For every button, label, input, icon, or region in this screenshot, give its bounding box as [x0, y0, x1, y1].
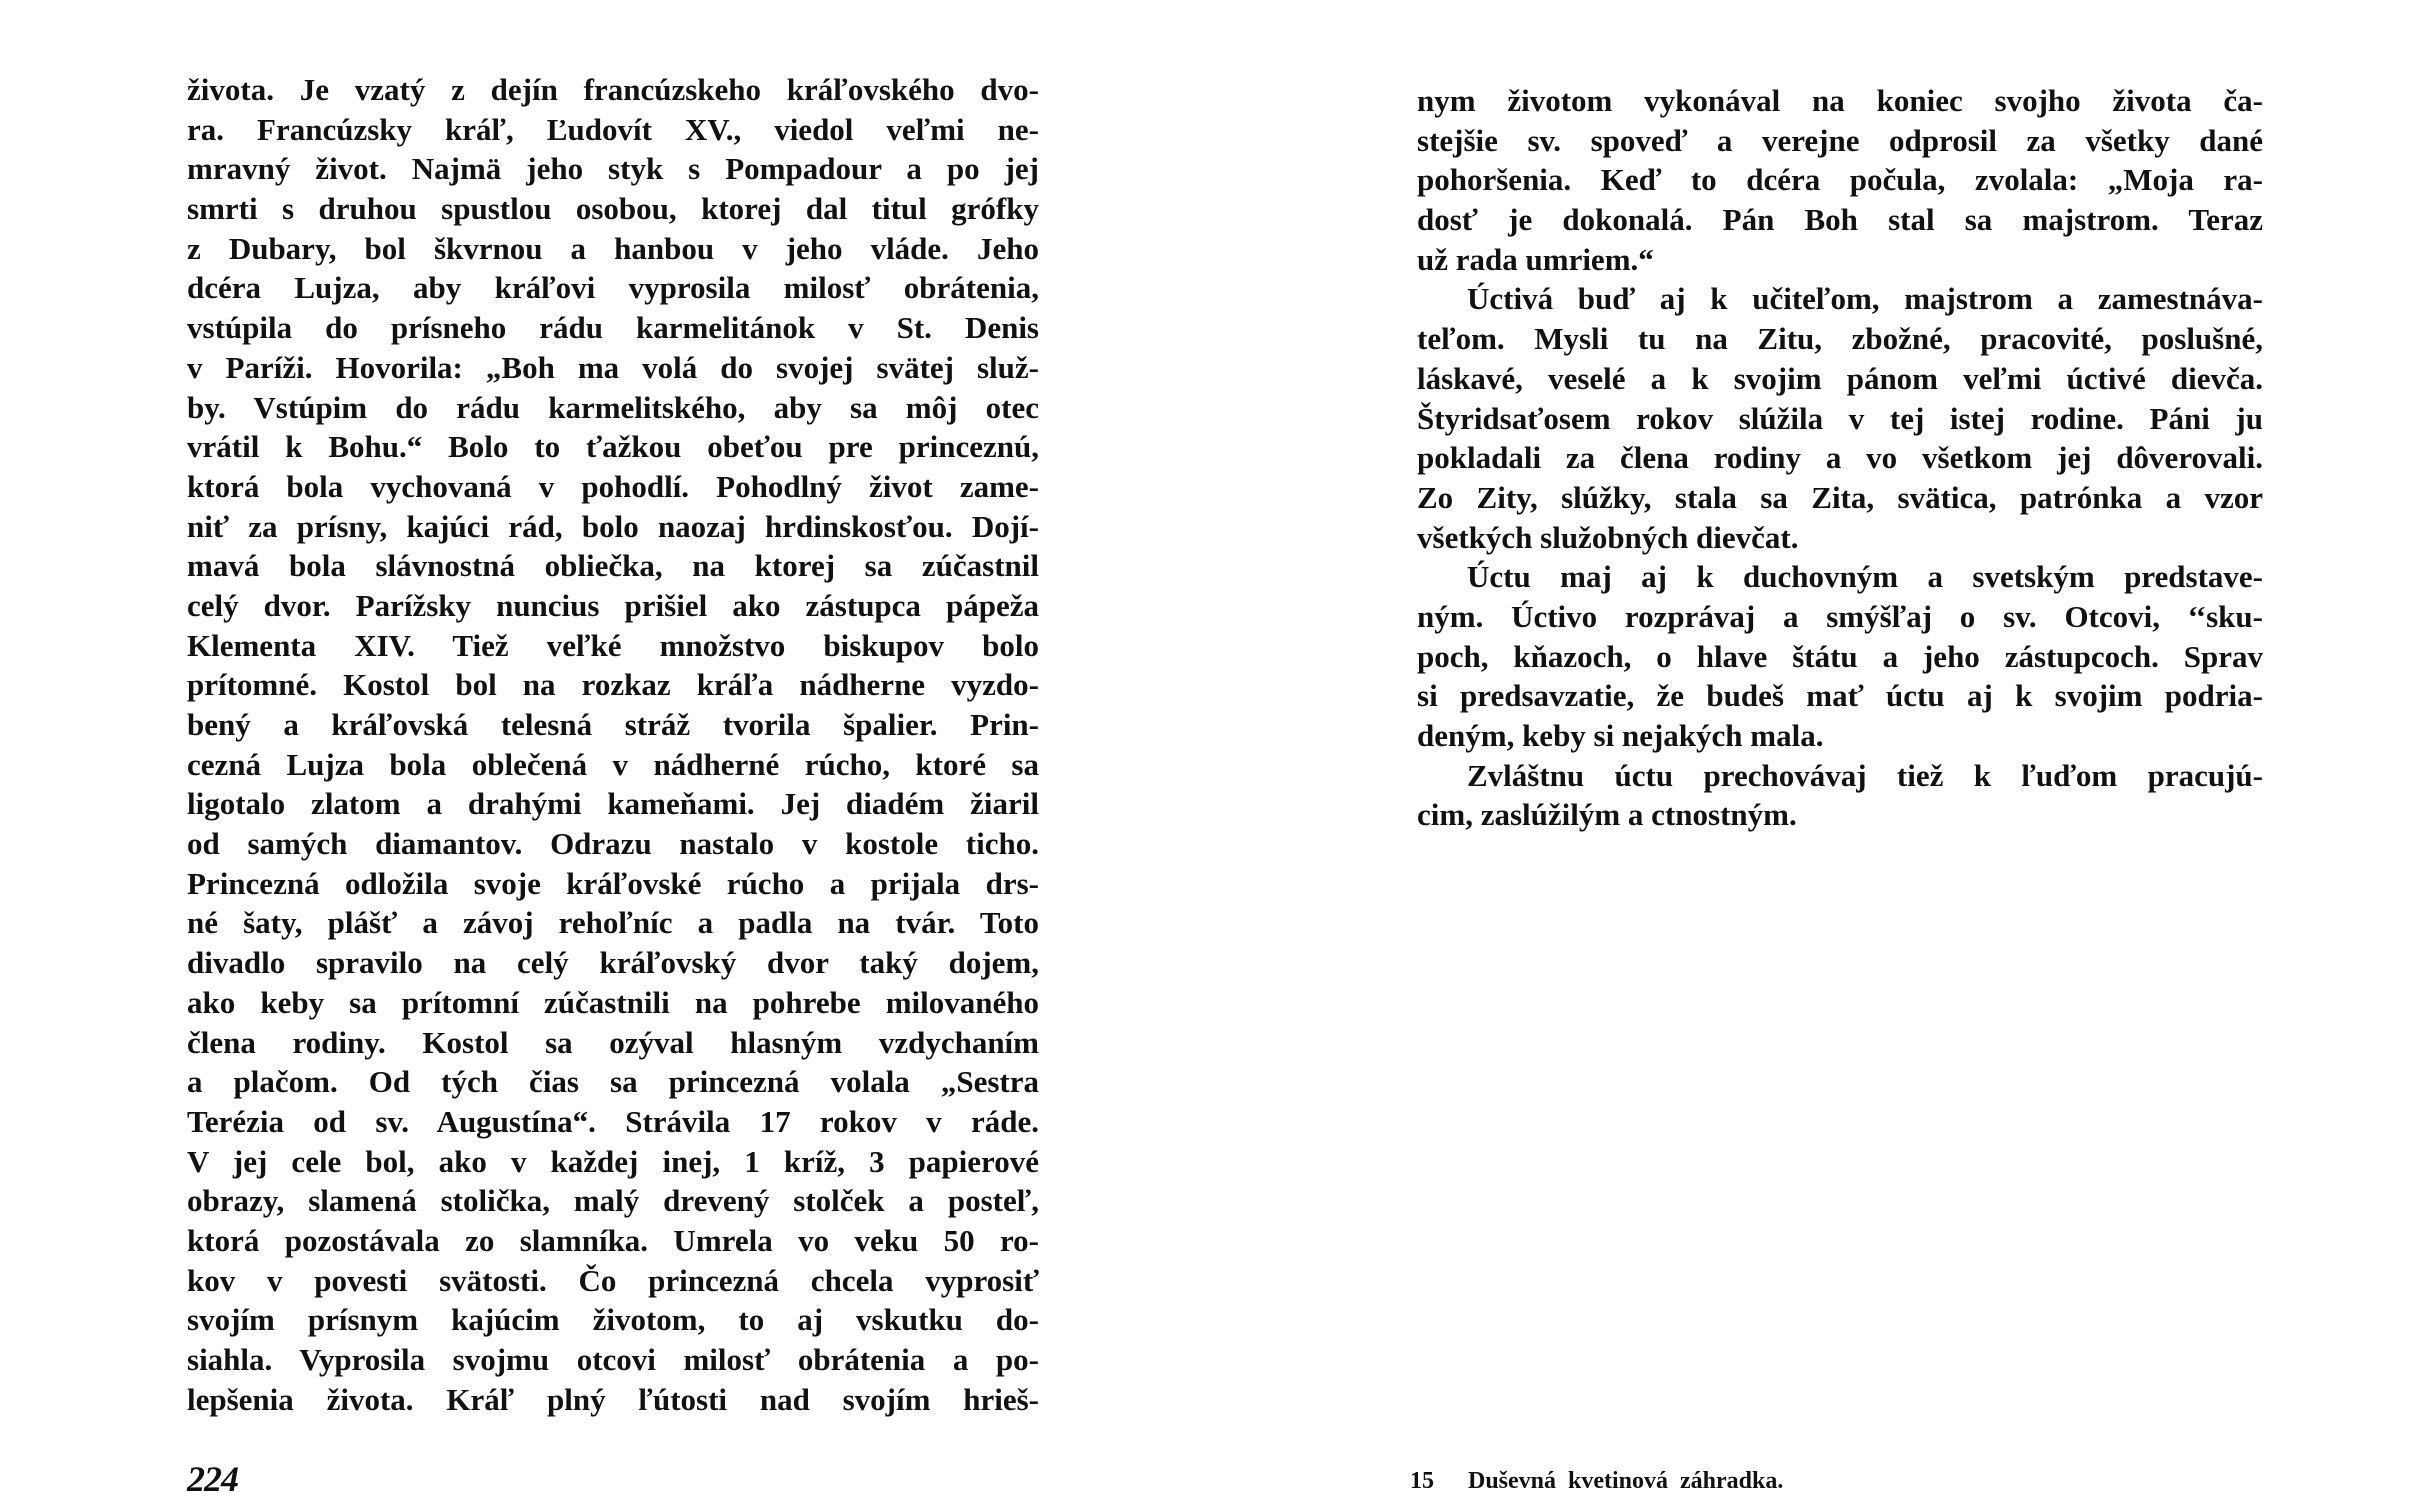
text-line: už rada umriem.“: [1417, 241, 1654, 277]
text-line: od samých diamantov. Odrazu nastalo v kostole ticho.: [187, 826, 1039, 862]
text-line: prítomné. Kostol bol na rozkaz kráľa nádherne vyzdo-: [187, 667, 1039, 703]
text-line: ako keby sa prítomní zúčastnili na pohrebe milovaného: [187, 984, 1039, 1020]
text-line: mavá bola slávnostná obliečka, na ktorej sa zúčastnil: [187, 548, 1039, 584]
text-line: smrti s druhou spustlou osobou, ktorej dal titul grófky: [187, 191, 1039, 227]
text-line: Princezná odložila svoje kráľovské rúcho a prijala drs-: [187, 865, 1039, 901]
text-line: poch, kňazoch, o hlave štátu a jeho zástupcoch. Sprav: [1417, 638, 2263, 674]
text-line: láskavé, veselé a k svojim pánom veľmi úctivé dievča.: [1417, 360, 2263, 396]
text-line: v Paríži. Hovorila: „Boh ma volá do svojej svätej služ-: [187, 349, 1039, 385]
text-line: všetkých služobných dievčat.: [1417, 519, 1799, 555]
text-line: Zo Zity, slúžky, stala sa Zita, svätica, patrónka a vzor: [1417, 479, 2263, 515]
paragraph: [1417, 557, 2263, 755]
text-line: bený a kráľovská telesná stráž tvorila špalier. Prin-: [187, 707, 1039, 742]
text-line: pohoršenia. Keď to dcéra počula, zvolala: „Moja ra-: [1417, 162, 2263, 198]
text-line: ktorá bola vychovaná v pohodlí. Pohodlný život zame-: [187, 468, 1039, 504]
text-line: života. Je vzatý z dejín francúzskeho kráľovského dvo-: [187, 72, 1039, 107]
text-line: nym životom vykonával na koniec svojho života ča-: [1417, 83, 2263, 118]
text-line: stejšie sv. spoveď a verejne odprosil za všetky dané: [1417, 122, 2263, 158]
text-line: teľom. Mysli tu na Zitu, zbožné, pracovité, poslušné,: [1417, 321, 2263, 357]
text-line: lepšenia života. Kráľ plný ľútosti nad svojím hrieš-: [187, 1381, 1039, 1417]
text-line: Klementa XIV. Tiež veľké množstvo biskupov bolo: [187, 627, 1039, 663]
page-number: 224: [187, 1459, 238, 1499]
paragraph: [1417, 81, 2263, 279]
text-line: vrátil k Bohu.“ Bolo to ťažkou obeťou pre princeznú,: [187, 429, 1039, 465]
right-page-text: [1417, 81, 2263, 835]
text-line: mravný život. Najmä jeho styk s Pompadour a po jej: [187, 151, 1039, 187]
paragraph: [1417, 279, 2263, 557]
text-line: deným, keby si nejakých mala.: [1417, 718, 1824, 753]
paragraph: [187, 70, 1039, 1419]
book-title: Duševná kvetinová záhradka.: [1468, 1468, 1784, 1494]
text-line: ligotalo zlatom a drahými kameňami. Jej diadém žiaril: [187, 786, 1039, 822]
text-line: vstúpila do prísneho rádu karmelitánok v St. Denis: [187, 310, 1039, 346]
text-line: si predsavzatie, že budeš mať úctu aj k svojim podria-: [1417, 678, 2263, 714]
text-line: obrazy, slamená stolička, malý drevený stolček a posteľ,: [187, 1183, 1039, 1219]
text-line: ným. Úctivo rozprávaj a smýšľaj o sv. Otcovi, ‘‘sku-: [1417, 598, 2263, 634]
text-line: né šaty, plášť a závoj rehoľníc a padla na tvár. Toto: [187, 905, 1039, 941]
page-footer: [1410, 1468, 1783, 1495]
text-line: dcéra Lujza, aby kráľovi vyprosila milosť obrátenia,: [187, 270, 1039, 306]
text-line: dosť je dokonalá. Pán Boh stal sa majstrom. Teraz: [1417, 202, 2263, 238]
text-line: ra. Francúzsky kráľ, Ľudovít XV., viedol veľmi ne-: [187, 111, 1039, 147]
signature-mark: 15: [1410, 1468, 1434, 1494]
text-line: pokladali za člena rodiny a vo všetkom jej dôverovali.: [1417, 440, 2263, 476]
text-line: niť za prísny, kajúci rád, bolo naozaj hrdinskosťou. Dojí-: [187, 508, 1039, 544]
text-line: Zvláštnu úctu prechovávaj tiež k ľuďom pracujú-: [1467, 757, 2263, 793]
text-line: celý dvor. Parížsky nuncius prišiel ako zástupca pápeža: [187, 587, 1039, 623]
text-line: ktorá pozostávala zo slamníka. Umrela vo veku 50 ro-: [187, 1222, 1039, 1258]
text-line: kov v povesti svätosti. Čo princezná chcela vyprosiť: [187, 1262, 1039, 1298]
text-line: cezná Lujza bola oblečená v nádherné rúcho, ktoré sa: [187, 746, 1039, 782]
paragraph: [1417, 756, 2263, 835]
text-line: Úctu maj aj k duchovným a svetským predstave-: [1467, 559, 2263, 595]
text-line: Úctivá buď aj k učiteľom, majstrom a zamestnáva-: [1467, 281, 2263, 317]
text-line: Štyridsaťosem rokov slúžila v tej istej rodine. Páni ju: [1417, 400, 2263, 436]
text-line: V jej cele bol, ako v každej inej, 1 kríž, 3 papierové: [187, 1143, 1039, 1179]
text-line: a plačom. Od tých čias sa princezná volala „Sestra: [187, 1064, 1039, 1100]
text-line: by. Vstúpim do rádu karmelitského, aby sa môj otec: [187, 389, 1039, 425]
text-line: z Dubary, bol škvrnou a hanbou v jeho vláde. Jeho: [187, 230, 1039, 266]
text-line: cim, zaslúžilým a ctnostným.: [1417, 797, 1797, 833]
text-line: Terézia od sv. Augustína“. Strávila 17 rokov v ráde.: [187, 1103, 1039, 1139]
text-line: siahla. Vyprosila svojmu otcovi milosť obrátenia a po-: [187, 1342, 1039, 1377]
text-line: člena rodiny. Kostol sa ozýval hlasným vzdychaním: [187, 1024, 1039, 1060]
left-page-text: [187, 70, 1039, 1419]
text-line: svojím prísnym kajúcim životom, to aj vskutku do-: [187, 1302, 1039, 1338]
text-line: divadlo spravilo na celý kráľovský dvor taký dojem,: [187, 945, 1039, 981]
